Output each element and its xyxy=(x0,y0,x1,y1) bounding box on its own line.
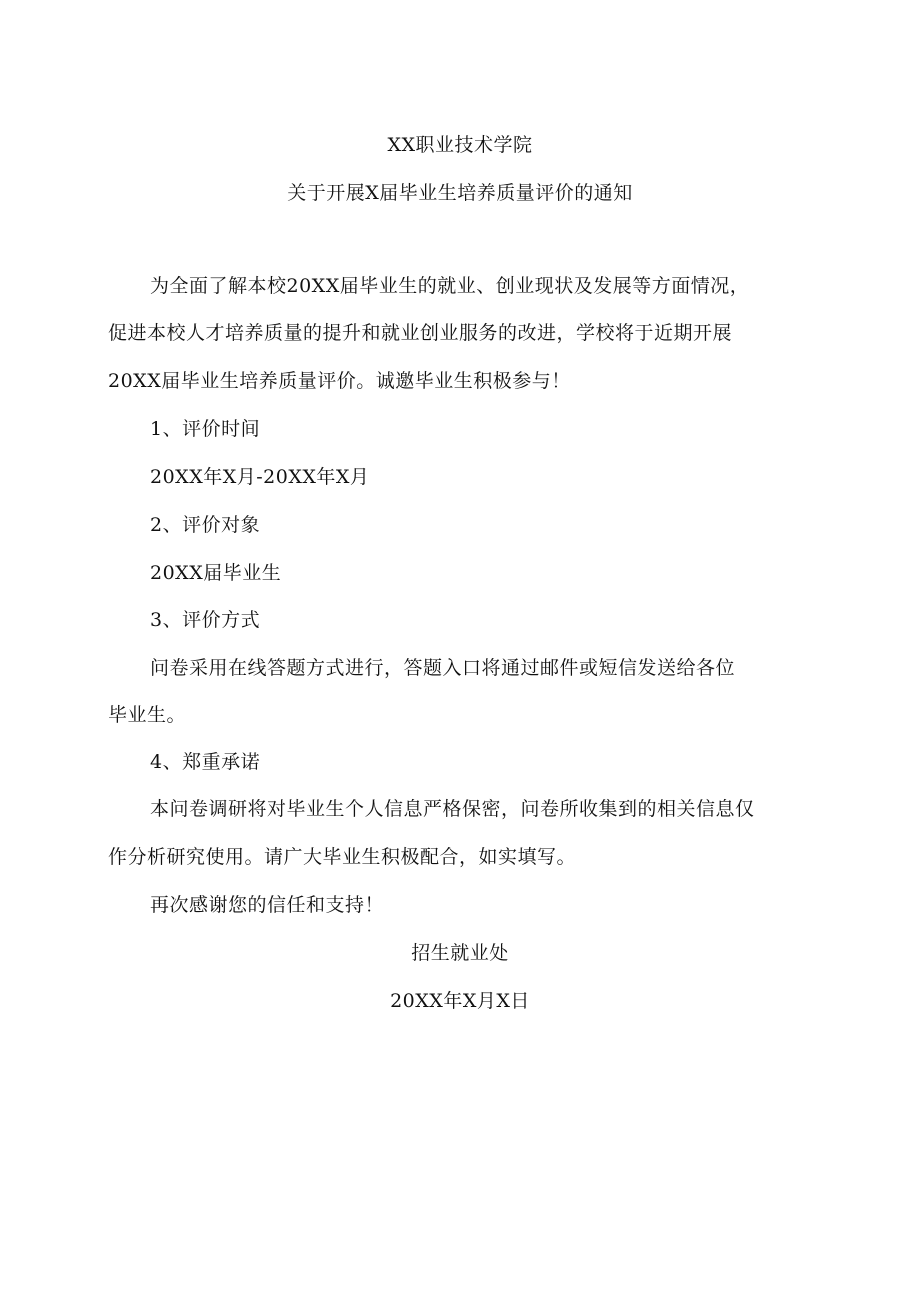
signature-department: 招生就业处 xyxy=(411,942,509,964)
section-heading-time: 1、评价时间 xyxy=(150,418,261,440)
section-body-method-line-1: 问卷采用在线答题方式进行，答题入口将通过邮件或短信发送给各位 xyxy=(150,657,736,679)
signature-date: 20XX年X月X日 xyxy=(390,990,530,1012)
section-body-commitment-line-2: 作分析研究使用。请广大毕业生积极配合，如实填写。 xyxy=(108,846,577,868)
intro-line-2: 促进本校人才培养质量的提升和就业创业服务的改进，学校将于近期开展 xyxy=(108,322,733,344)
section-heading-target: 2、评价对象 xyxy=(150,514,261,536)
notice-title: 关于开展X届毕业生培养质量评价的通知 xyxy=(287,182,633,204)
intro-line-1: 为全面了解本校20XX届毕业生的就业、创业现状及发展等方面情况， xyxy=(150,275,750,297)
institution-name: XX职业技术学院 xyxy=(387,134,533,156)
section-body-target: 20XX届毕业生 xyxy=(150,562,282,584)
section-body-method-line-2: 毕业生。 xyxy=(108,704,187,726)
section-heading-commitment: 4、郑重承诺 xyxy=(150,751,261,773)
intro-line-3: 20XX届毕业生培养质量评价。诚邀毕业生积极参与！ xyxy=(108,370,571,392)
section-body-time: 20XX年X月-20XX年X月 xyxy=(150,466,370,488)
closing-thanks: 再次感谢您的信任和支持！ xyxy=(150,894,385,916)
section-heading-method: 3、评价方式 xyxy=(150,609,261,631)
section-body-commitment-line-1: 本问卷调研将对毕业生个人信息严格保密，问卷所收集到的相关信息仅 xyxy=(150,798,755,820)
